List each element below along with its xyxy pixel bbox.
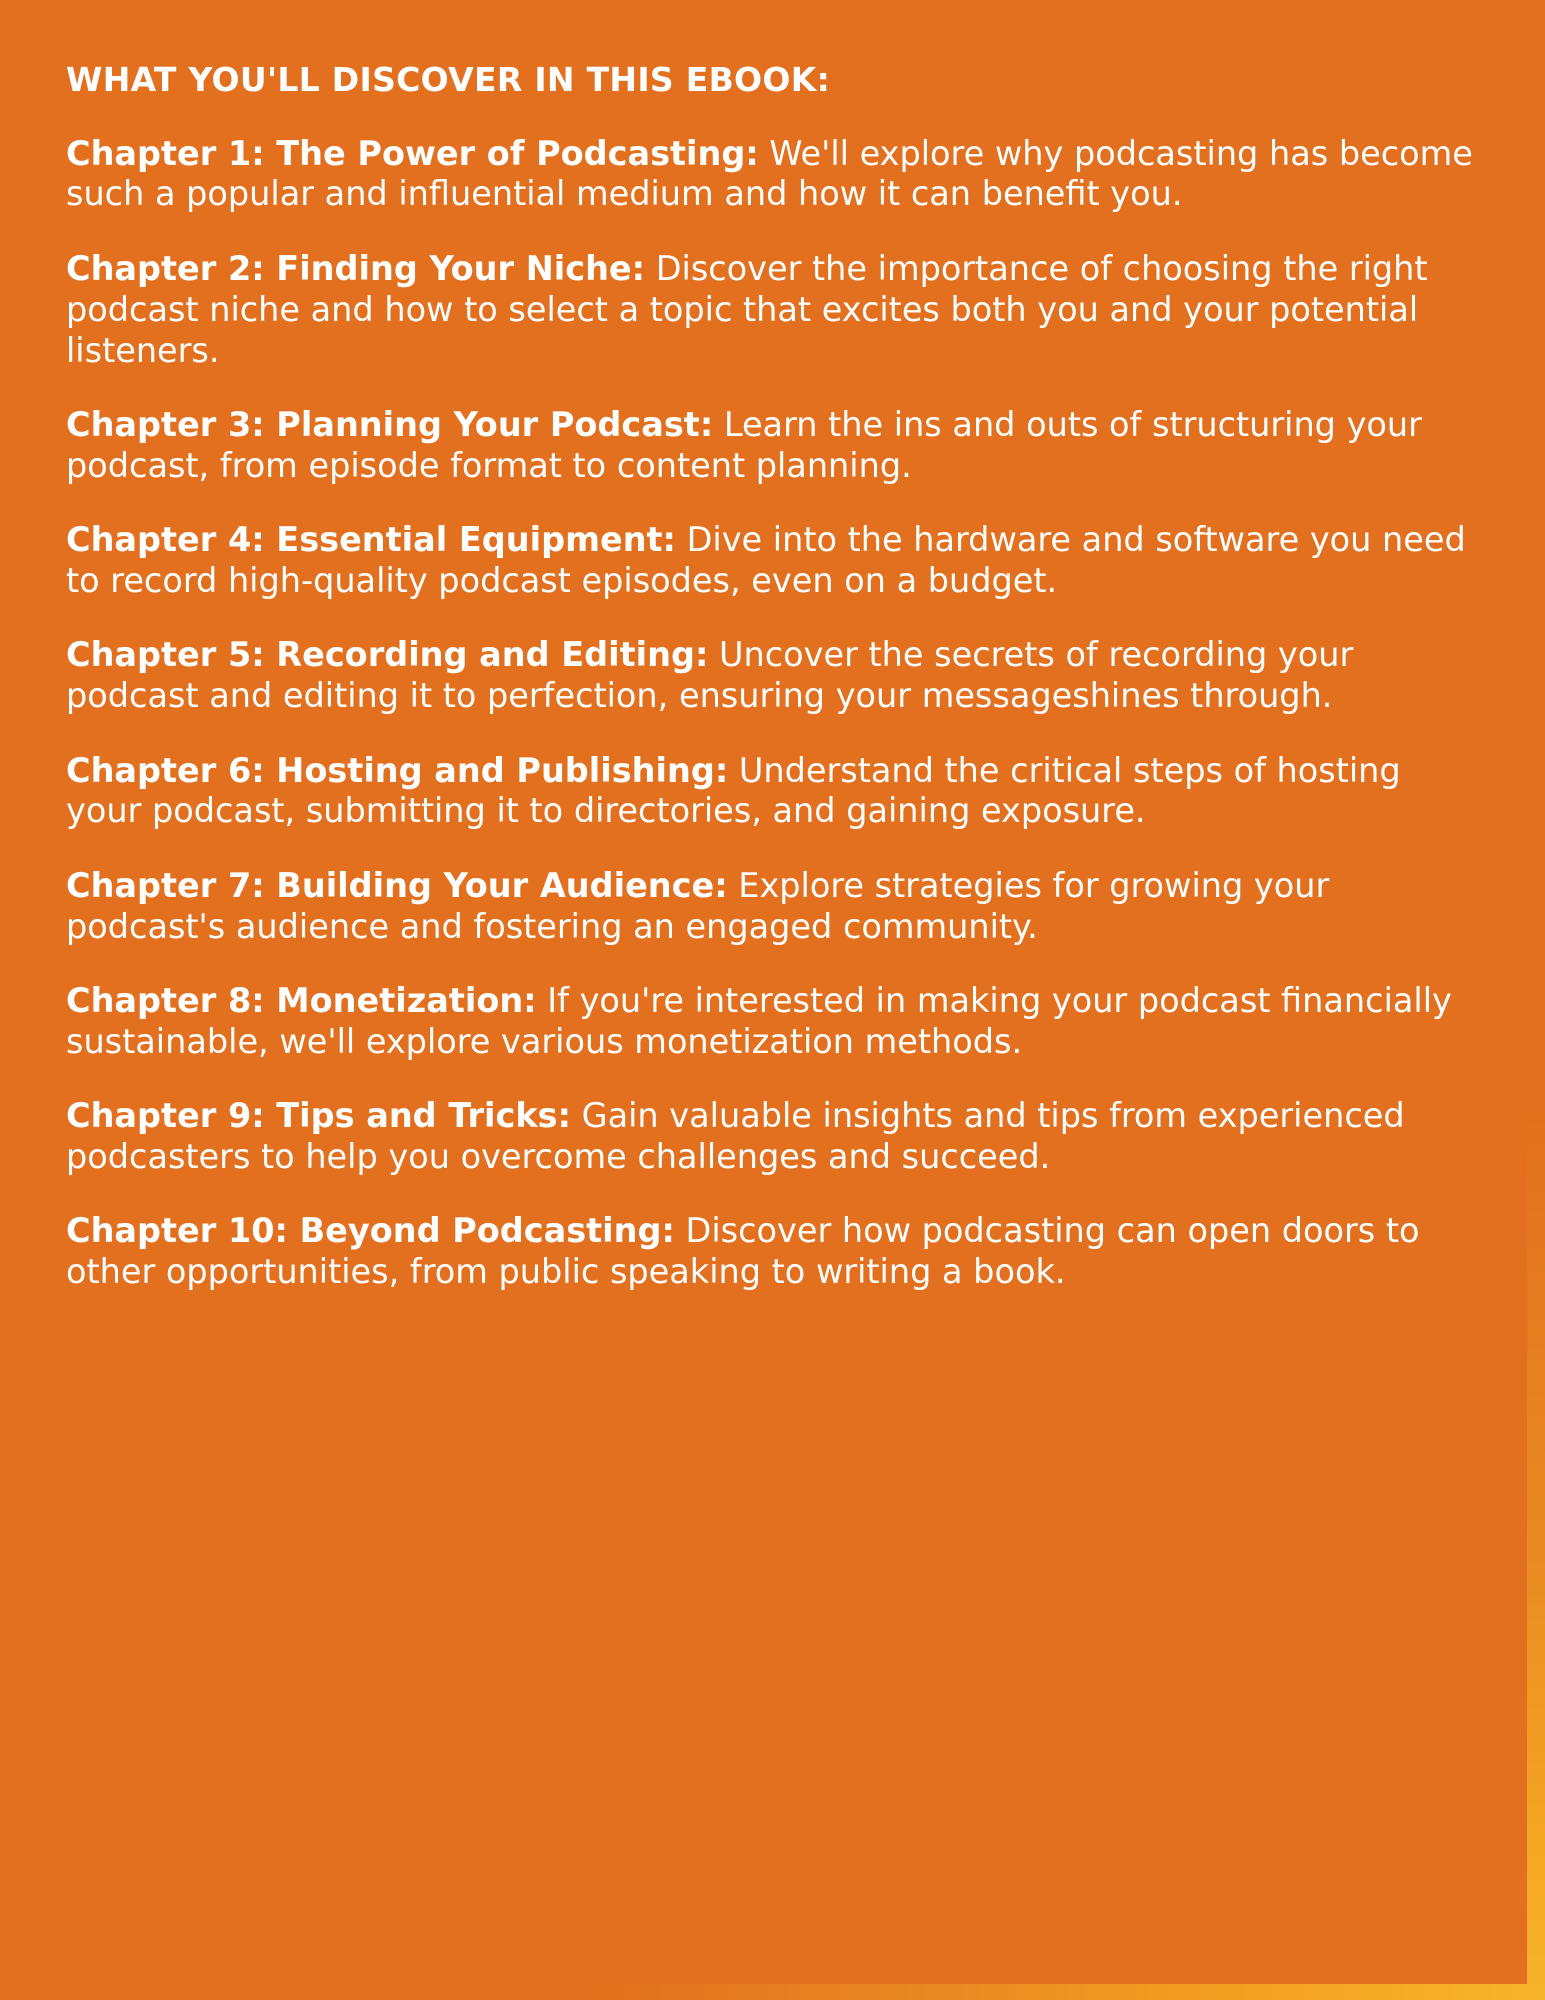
chapter-item	[66, 520, 1476, 602]
chapter-item	[66, 751, 1476, 833]
chapter-description: Uncover the secrets of recording your podcast and editing it to perfection, ensuring your messageshines through.	[66, 635, 1354, 716]
chapter-label: Chapter 2: Finding Your Niche:	[66, 248, 646, 288]
chapter-item	[66, 1211, 1476, 1293]
chapter-description: Understand the critical steps of hosting your podcast, submitting it to directories, and gaining exposure.	[66, 750, 1401, 831]
chapter-label: Chapter 3: Planning Your Podcast:	[66, 404, 714, 444]
chapter-description: Gain valuable insights and tips from experienced podcasters to help you overcome challenges and succeed.	[66, 1096, 1405, 1177]
page-title: WHAT YOU'LL DISCOVER IN THIS EBOOK:	[66, 60, 831, 99]
content-column	[66, 60, 1476, 1323]
chapter-description: Learn the ins and outs of structuring your podcast, from episode format to content planning.	[66, 404, 1422, 485]
chapter-item	[66, 134, 1476, 216]
chapter-item	[66, 981, 1476, 1063]
chapter-label: Chapter 6: Hosting and Publishing:	[66, 750, 729, 790]
chapter-description: If you're interested in making your podcast financially sustainable, we'll explore various monetization methods.	[66, 980, 1452, 1061]
chapter-item	[66, 405, 1476, 487]
chapter-label: Chapter 9: Tips and Tricks:	[66, 1096, 571, 1136]
chapter-label: Chapter 4: Essential Equipment:	[66, 520, 676, 560]
chapter-item	[66, 635, 1476, 717]
chapter-description: Discover how podcasting can open doors to other opportunities, from public speaking to writing a book.	[66, 1211, 1420, 1292]
chapter-label: Chapter 10: Beyond Podcasting:	[66, 1211, 675, 1251]
chapter-label: Chapter 1: The Power of Podcasting:	[66, 133, 759, 173]
bottom-gradient-edge	[0, 1984, 1545, 2000]
chapter-description: Dive into the hardware and software you need to record high-quality podcast episodes, even on a budget.	[66, 520, 1466, 600]
chapter-description: We'll explore why podcasting has become such a popular and influential medium and how it can benefit you.	[66, 133, 1473, 214]
chapter-description: Explore strategies for growing your podcast's audience and fostering an engaged community.	[66, 865, 1330, 946]
chapter-description: Discover the importance of choosing the right podcast niche and how to select a topic that excites both you and your potential listeners.	[66, 248, 1428, 370]
chapter-label: Chapter 5: Recording and Editing:	[66, 635, 709, 675]
chapter-label: Chapter 8: Monetization:	[66, 980, 537, 1020]
chapter-item	[66, 866, 1476, 948]
right-gradient-edge	[1527, 0, 1545, 2000]
chapter-label: Chapter 7: Building Your Audience:	[66, 865, 728, 905]
chapter-item	[66, 1096, 1476, 1178]
chapter-item	[66, 249, 1476, 372]
